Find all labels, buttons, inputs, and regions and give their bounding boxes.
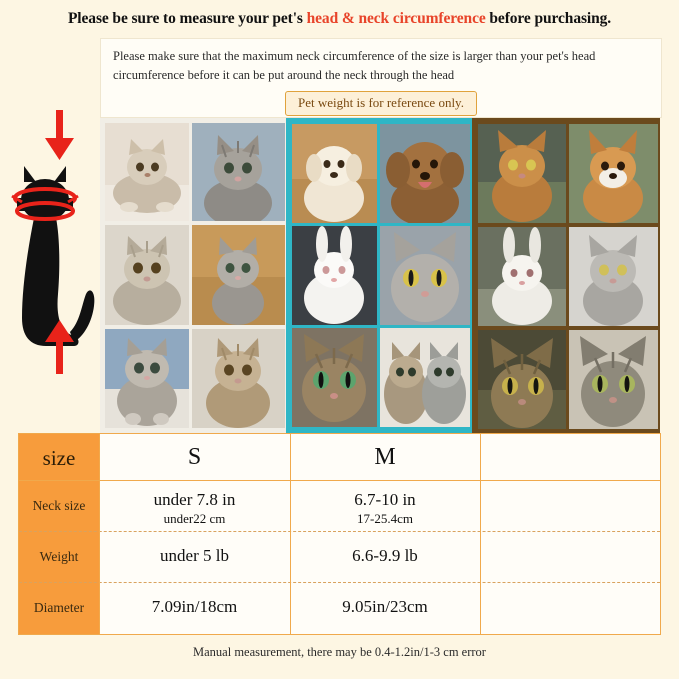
photo-grey-kitten-sitting	[192, 225, 285, 325]
title-before: Please be sure to measure your pet's	[67, 10, 307, 27]
page-title	[0, 10, 679, 28]
cat-measurement-illustration	[8, 110, 100, 430]
table-header-m: M	[374, 444, 396, 470]
table-label-neck-size: Neck size	[32, 498, 86, 513]
photo-grey-cat-face	[380, 226, 470, 325]
photo-corgi-dog	[569, 124, 658, 223]
table-header-s: S	[187, 444, 202, 470]
cat-silhouette-icon	[21, 166, 94, 346]
photo-tabby-cat-grass	[478, 330, 566, 429]
photo-orange-cat	[478, 124, 566, 223]
table-s-diameter: 7.09in/18cm	[151, 597, 238, 616]
photo-tabby-cat-portrait	[569, 330, 658, 429]
table-label-diameter: Diameter	[33, 600, 85, 615]
photo-grey-cat-large	[569, 227, 658, 326]
photo-grey-tabby-kitten	[192, 123, 285, 221]
table-m-neck-size-cm: 17-25.4cm	[357, 511, 413, 526]
table-divider	[480, 434, 481, 634]
medium-pets-grid	[286, 118, 472, 433]
table-m-diameter: 9.05in/23cm	[342, 597, 428, 616]
photo-white-puppy	[292, 124, 377, 223]
down-arrow-icon	[45, 110, 74, 160]
photo-white-rabbit	[292, 226, 377, 325]
table-m-neck-size: 6.7-10 in	[354, 490, 416, 509]
table-s-neck-size-cm: under22 cm	[163, 511, 226, 526]
title-after: before purchasing.	[485, 10, 612, 27]
note-box	[100, 38, 662, 118]
photo-grids	[100, 118, 660, 433]
photo-two-tabby-kittens	[380, 328, 470, 427]
photo-tabby-cat-sitting	[292, 328, 377, 427]
table-label-weight: Weight	[39, 549, 79, 564]
table-s-weight: under 5 lb	[160, 546, 229, 565]
title-highlight: head & neck circumference	[306, 10, 486, 27]
note-pill-wrap	[101, 91, 661, 116]
table-s-neck-size: under 7.8 in	[153, 490, 236, 509]
photo-brown-poodle-puppy	[380, 124, 470, 223]
photo-kitten-paws-up	[105, 329, 189, 428]
photo-fluffy-tabby-kitten	[105, 225, 189, 325]
size-table	[18, 433, 661, 635]
photo-white-rabbit-large	[478, 227, 566, 326]
note-text: Please make sure that the maximum neck circumference of the size is larger than your pet's head circumference before it can be put around the neck through the head	[113, 49, 596, 82]
large-pets-grid	[472, 118, 660, 433]
photo-kitten-lying	[105, 123, 189, 221]
table-m-weight: 6.6-9.9 lb	[352, 546, 418, 565]
weight-reference-badge: Pet weight is for reference only.	[285, 91, 477, 116]
photo-brown-tabby-kitten	[192, 329, 285, 428]
measurement-disclaimer: Manual measurement, there may be 0.4-1.2in/1-3 cm error	[193, 645, 486, 659]
small-pets-grid	[100, 118, 286, 433]
table-header-size: size	[42, 446, 76, 470]
